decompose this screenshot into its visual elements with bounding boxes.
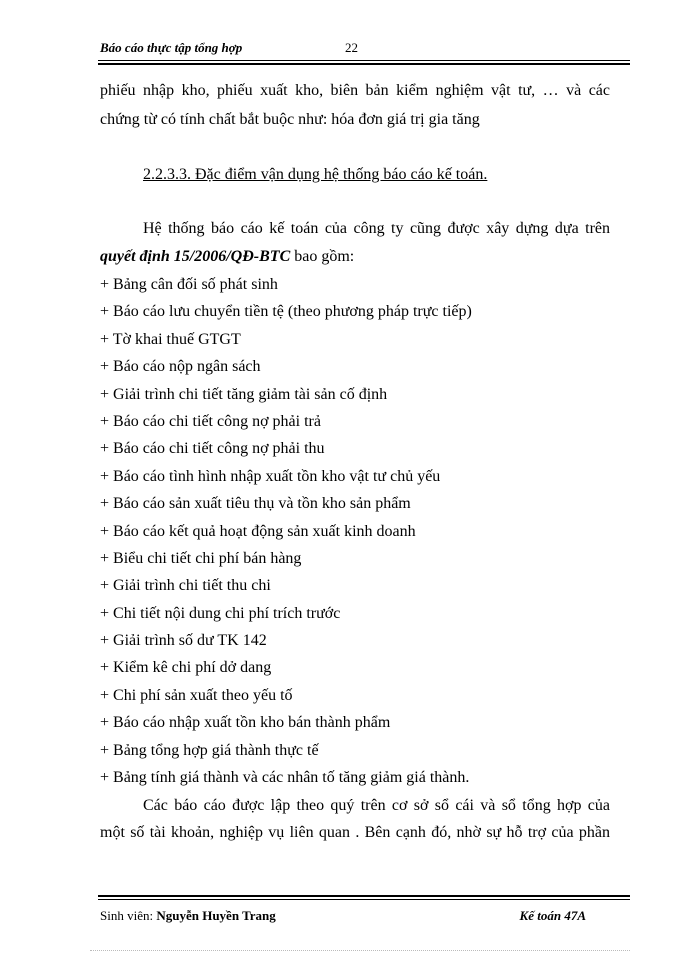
report-list [100,275,620,795]
report-list-item: + Giải trình số dư TK 142 [100,632,267,650]
header-rule-thick [98,63,630,65]
header-title: Báo cáo thực tập tổng hợp [100,40,243,55]
footer-class: Kế toán 47A [519,908,586,923]
paragraph-line-1: Hệ thống báo cáo kế toán của công ty cũng được xây dựng dựa trên [143,220,610,237]
footer-rule-thick [98,895,630,897]
footer-student [100,908,276,924]
report-list-item: + Giải trình chi tiết tăng giảm tài sản cố định [100,385,388,403]
student-name: Nguyễn Huyền Trang [156,908,276,923]
student-label: Sinh viên: [100,908,157,923]
decision-reference: quyết định 15/2006/QĐ-BTC [100,248,291,265]
closing-line-2: một số tài khoản, nghiệp vụ liên quan . Bên cạnh đó, nhờ sự hỗ trợ của phần [100,824,610,841]
footer-rule-thin [98,899,630,900]
intro-line-1: phiếu nhập kho, phiếu xuất kho, biên bản kiểm nghiệm vật tư, … và các [100,82,610,99]
report-list-item: + Bảng tính giá thành và các nhân tố tăng giảm giá thành. [100,769,470,787]
report-list-item: + Báo cáo tình hình nhập xuất tồn kho vật tư chủ yếu [100,467,441,485]
report-list-item: + Bảng tổng hợp giá thành thực tế [100,741,319,759]
report-list-item: + Báo cáo chi tiết công nợ phải thu [100,440,325,458]
report-list-item: + Chi tiết nội dung chi phí trích trước [100,604,341,622]
report-list-item: + Báo cáo kết quả hoạt động sản xuất kinh doanh [100,522,416,540]
report-list-item: + Giải trình chi tiết thu chi [100,577,271,595]
report-list-item: + Báo cáo chi tiết công nợ phải trả [100,412,321,430]
header-rule-thin [98,60,630,61]
report-list-item: + Tờ khai thuế GTGT [100,330,241,348]
paragraph-line-2-rest: bao gồm: [290,248,355,265]
paragraph-line-2 [100,247,610,267]
report-list-item: + Chi phí sản xuất theo yếu tố [100,686,293,704]
report-list-item: + Báo cáo lưu chuyển tiền tệ (theo phương pháp trực tiếp) [100,303,472,321]
report-list-item: + Bảng cân đối số phát sinh [100,276,278,293]
page-number: 22 [345,40,358,55]
page-edge-dots [90,950,630,951]
report-list-item: + Báo cáo nộp ngân sách [100,358,261,376]
section-heading: 2.2.3.3. Đặc điểm vận dụng hệ thống báo cáo kế toán. [143,166,488,183]
report-list-item: + Báo cáo sản xuất tiêu thụ và tồn kho sản phẩm [100,495,411,513]
report-list-item: + Báo cáo nhập xuất tồn kho bán thành phẩm [100,714,391,732]
report-list-item: + Biểu chi tiết chi phí bán hàng [100,549,302,567]
intro-line-2: chứng từ có tính chất bắt buộc như: hóa đơn giá trị gia tăng [100,111,480,128]
report-list-item: + Kiểm kê chi phí dở dang [100,659,272,677]
closing-line-1: Các báo cáo được lập theo quý trên cơ sở sổ cái và sổ tổng hợp của [143,797,610,814]
